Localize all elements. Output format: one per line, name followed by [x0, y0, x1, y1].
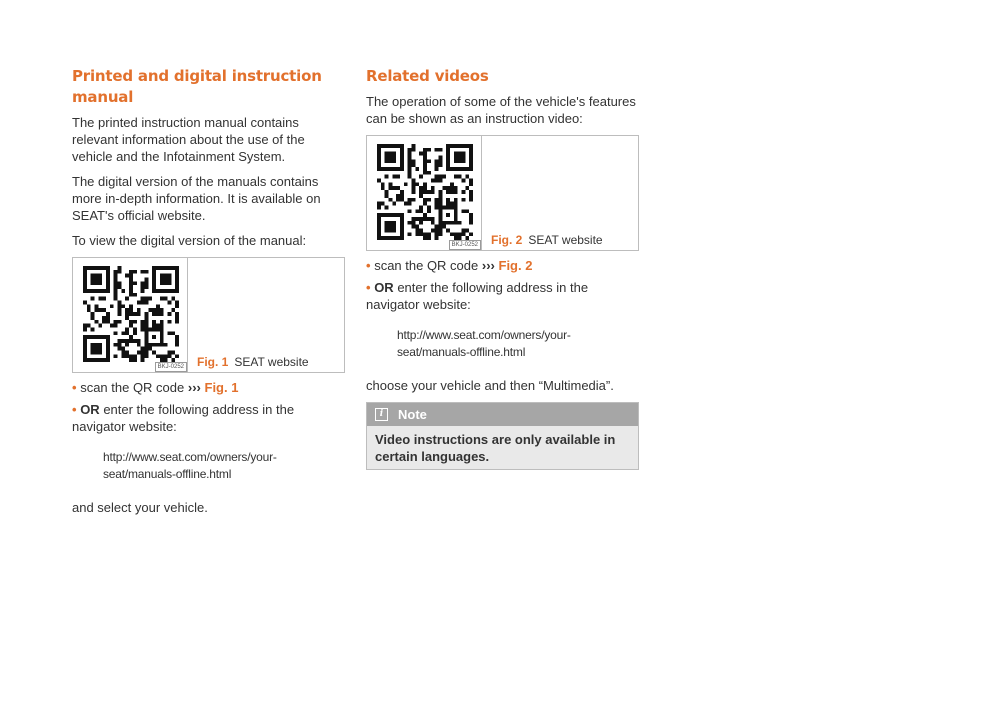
bullet-dot: • [366, 258, 371, 273]
bullet-scan-qr [366, 257, 639, 274]
url-line-1: http://www.seat.com/owners/your- [397, 328, 571, 342]
section-title-manual: Printed and digital instruction manual [72, 67, 322, 106]
bullet-enter-address [366, 279, 639, 313]
manual-paragraph-3: To view the digital version of the manual: [72, 233, 307, 248]
figure-label: Fig. 2 [491, 233, 523, 247]
videos-paragraph-1: The operation of some of the vehicle's features can be shown as an instruction video: [366, 94, 636, 126]
or-label: OR [80, 402, 100, 417]
note-header [367, 403, 638, 426]
reference-arrow-icon: ››› [481, 258, 495, 273]
manual-url[interactable] [397, 327, 639, 361]
figure-reference-link[interactable]: Fig. 2 [498, 258, 533, 273]
reference-arrow-icon: ››› [187, 380, 201, 395]
bullet-text: enter the following address in the navigator website: [366, 280, 589, 312]
closing-text: choose your vehicle and then “Multimedia”. [366, 378, 614, 393]
figure-2 [366, 135, 639, 251]
bullet-scan-qr [72, 379, 345, 396]
figure-caption-text: SEAT website [234, 355, 309, 369]
qr-code-figure-2 [367, 136, 482, 250]
bullet-text: scan the QR code [80, 380, 185, 395]
left-column [72, 66, 345, 524]
qr-code-figure-1 [73, 258, 188, 372]
section-title-videos: Related videos [366, 67, 489, 85]
figure-1 [72, 257, 345, 373]
bullet-text: scan the QR code [374, 258, 479, 273]
info-icon: i [375, 408, 388, 421]
figure-code: BKJ-0252 [155, 362, 187, 372]
qr-code-icon [83, 266, 179, 362]
bullet-dot: • [366, 280, 371, 295]
url-line-1: http://www.seat.com/owners/your- [103, 450, 277, 464]
note-box [366, 402, 639, 470]
bullet-enter-address [72, 401, 345, 435]
right-column [366, 66, 639, 470]
figure-reference-link[interactable]: Fig. 1 [204, 380, 239, 395]
closing-text: and select your vehicle. [72, 500, 208, 515]
figure-caption [491, 233, 603, 247]
manual-paragraph-2: The digital version of the manuals contains more in-depth information. It is available on SEAT's official website. [72, 174, 321, 223]
qr-code-icon [377, 144, 473, 240]
figure-caption-text: SEAT website [528, 233, 603, 247]
bullet-dot: • [72, 402, 77, 417]
figure-caption [197, 355, 309, 369]
url-line-2: seat/manuals-offline.html [103, 467, 232, 481]
figure-label: Fig. 1 [197, 355, 229, 369]
bullet-dot: • [72, 380, 77, 395]
or-label: OR [374, 280, 394, 295]
figure-code: BKJ-0252 [449, 240, 481, 250]
note-title: Note [398, 407, 427, 422]
manual-url[interactable] [103, 449, 345, 483]
note-text: Video instructions are only available in certain languages. [367, 426, 638, 469]
bullet-text: enter the following address in the navigator website: [72, 402, 295, 434]
url-line-2: seat/manuals-offline.html [397, 345, 526, 359]
manual-paragraph-1: The printed instruction manual contains relevant information about the use of the vehicle and the Infotainment System. [72, 115, 305, 164]
